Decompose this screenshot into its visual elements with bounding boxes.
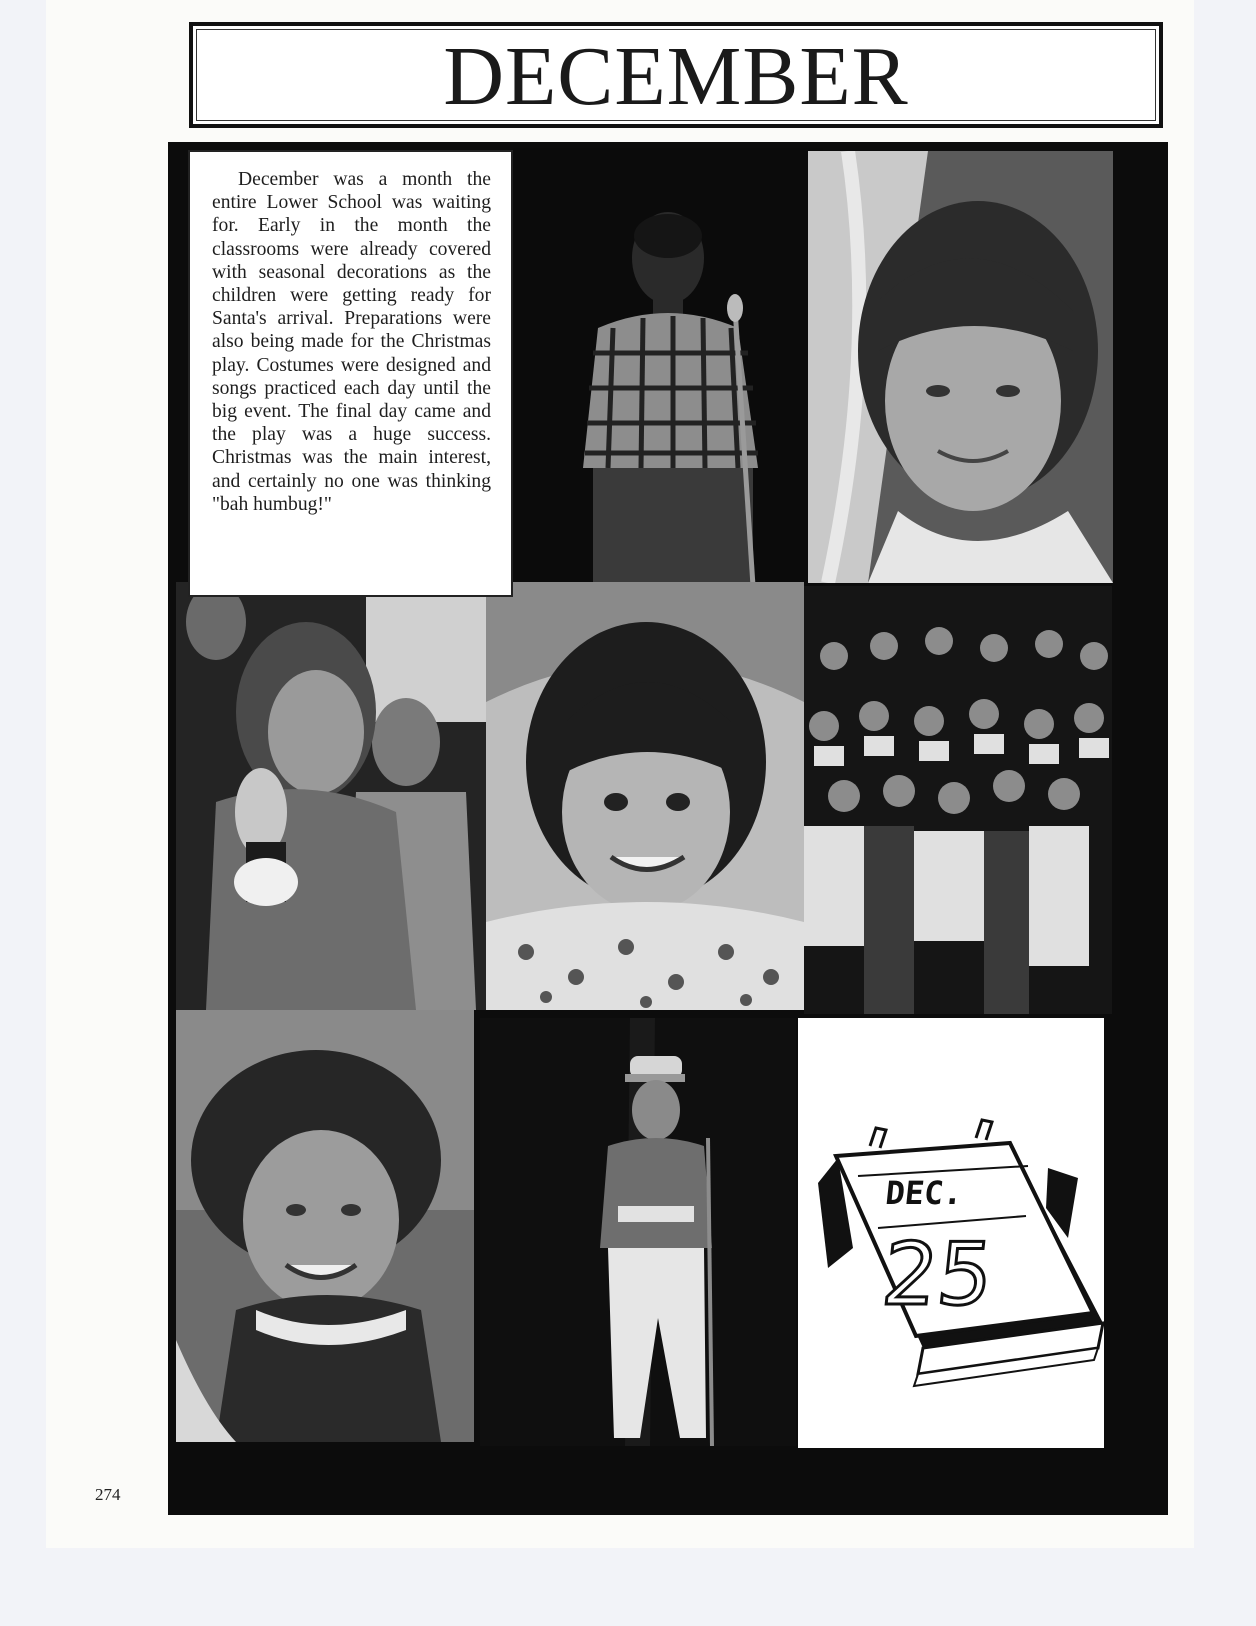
page-title: DECEMBER [443,30,909,123]
calendar-month-label: DEC. [883,1174,965,1212]
photo-girl-portrait [808,151,1113,583]
photo-child-in-costume [480,1018,796,1446]
photo-choir [804,586,1112,1014]
photo-curly-hair-child [176,1010,474,1442]
photo-child-with-bell [176,582,486,1010]
calendar-day-label: 25 [877,1225,998,1325]
photo-boy-singing [513,148,823,586]
calendar-illustration [798,1018,1104,1448]
photo-girl-closeup [486,582,804,1010]
title-banner [189,22,1163,128]
article-text-box [188,150,513,597]
page-number: 274 [95,1485,121,1504]
article-body: December was a month the entire Lower School was waiting for. Early in the month the classrooms were already covered with seasonal decorations as the children were getting ready for Santa's arrival. Preparations were also being made for the Christmas play. Costumes were designed and songs practiced each day until the big event. The final day came and the play was a huge success. Christmas was the main interest, and certainly no one was thinking "bah humbug!" [212,169,491,515]
